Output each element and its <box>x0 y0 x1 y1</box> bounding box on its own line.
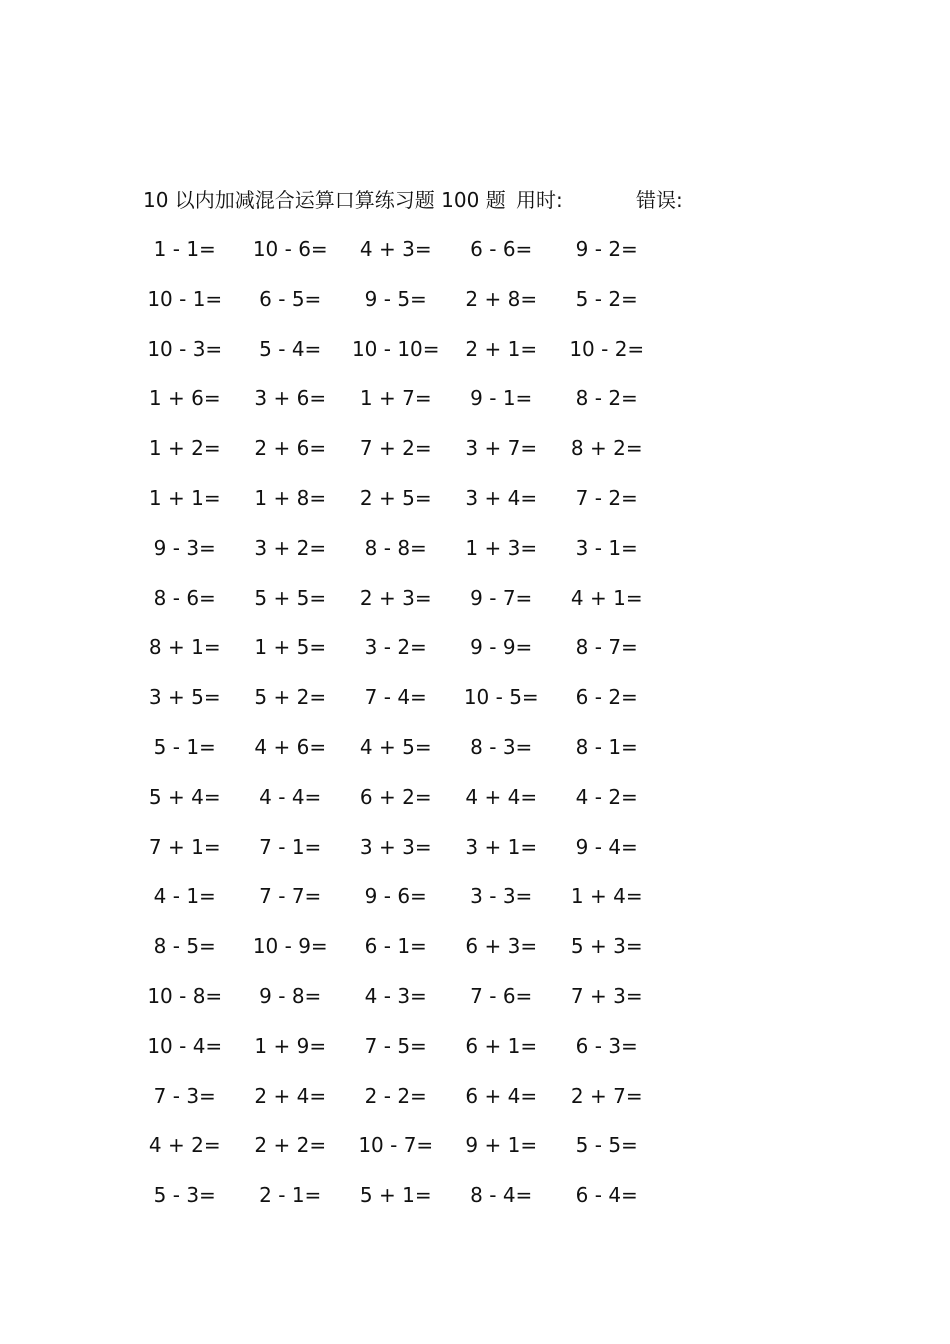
problem-item: 8 - 7= <box>575 635 638 660</box>
problem-item: 9 - 8= <box>259 983 322 1008</box>
problem-row <box>132 234 692 284</box>
problem-item: 8 - 6= <box>153 585 216 610</box>
problem-item: 4 + 1= <box>570 585 643 610</box>
problem-item: 10 - 10= <box>351 336 440 361</box>
problem-item: 1 + 4= <box>570 884 643 909</box>
problem-item: 2 + 1= <box>465 336 538 361</box>
problem-item: 1 + 7= <box>359 386 432 411</box>
problem-item: 2 + 3= <box>359 585 432 610</box>
problem-item: 1 + 8= <box>254 485 327 510</box>
problem-row <box>132 334 692 384</box>
problem-item: 10 - 9= <box>252 934 328 959</box>
problem-row <box>132 1031 692 1081</box>
problem-item: 9 - 5= <box>364 286 427 311</box>
problem-item: 4 - 1= <box>153 884 216 909</box>
problem-item: 10 - 8= <box>147 983 223 1008</box>
problem-item: 6 - 1= <box>364 934 427 959</box>
problem-item: 4 + 5= <box>359 734 432 759</box>
problem-item: 2 - 1= <box>259 1183 322 1208</box>
problem-item: 9 - 9= <box>470 635 533 660</box>
problem-item: 5 - 3= <box>153 1183 216 1208</box>
problem-item: 6 + 1= <box>465 1033 538 1058</box>
problem-item: 3 + 1= <box>465 834 538 859</box>
problem-item: 3 + 2= <box>254 535 327 560</box>
problem-item: 9 - 1= <box>470 386 533 411</box>
problem-item: 4 - 2= <box>575 784 638 809</box>
problem-item: 1 - 1= <box>153 237 216 261</box>
problem-item: 9 - 7= <box>470 585 533 610</box>
problem-item: 3 + 3= <box>359 834 432 859</box>
problem-item: 4 - 3= <box>364 983 427 1008</box>
problem-item: 7 - 2= <box>575 485 638 510</box>
problem-item: 8 + 1= <box>148 635 221 660</box>
problem-row <box>132 632 692 682</box>
time-label: 用时: <box>516 188 563 212</box>
problem-item: 10 - 5= <box>463 685 539 710</box>
problem-item: 6 + 3= <box>465 934 538 959</box>
problem-item: 1 + 2= <box>148 436 221 461</box>
problem-item: 5 + 4= <box>148 784 221 809</box>
problem-item: 3 - 2= <box>364 635 427 660</box>
problem-item: 8 - 2= <box>575 386 638 411</box>
problem-item: 2 + 6= <box>254 436 327 461</box>
problem-item: 1 + 5= <box>254 635 327 660</box>
problem-item: 8 - 3= <box>470 734 533 759</box>
problem-item: 2 + 5= <box>359 485 432 510</box>
problem-row <box>132 383 692 433</box>
problem-item: 5 - 1= <box>153 734 216 759</box>
problem-row <box>132 931 692 981</box>
problem-row <box>132 732 692 782</box>
problem-item: 9 - 4= <box>575 834 638 859</box>
problem-row <box>132 433 692 483</box>
problem-item: 4 + 6= <box>254 734 327 759</box>
worksheet-title: 10 以内加减混合运算口算练习题 100 题 <box>143 188 506 212</box>
problem-row <box>132 533 692 583</box>
problem-item: 2 + 8= <box>465 286 538 311</box>
problem-item: 5 - 5= <box>575 1133 638 1158</box>
problem-item: 2 + 7= <box>570 1083 643 1108</box>
problem-row <box>132 682 692 732</box>
problem-item: 7 - 6= <box>470 983 533 1008</box>
problem-item: 5 + 5= <box>254 585 327 610</box>
problem-row <box>132 483 692 533</box>
problem-item: 1 + 9= <box>254 1033 327 1058</box>
problem-row <box>132 832 692 882</box>
problem-item: 7 - 5= <box>364 1033 427 1058</box>
problem-item: 10 - 2= <box>569 336 645 361</box>
problem-item: 4 + 4= <box>465 784 538 809</box>
problem-item: 9 - 6= <box>364 884 427 909</box>
problem-item: 1 + 1= <box>148 485 221 510</box>
problem-row <box>132 1180 692 1230</box>
problem-item: 10 - 3= <box>147 336 223 361</box>
problem-item: 8 - 4= <box>470 1183 533 1208</box>
problem-row <box>132 1081 692 1131</box>
problem-item: 5 - 4= <box>259 336 322 361</box>
problem-item: 1 + 3= <box>465 535 538 560</box>
problem-item: 1 + 6= <box>148 386 221 411</box>
problem-item: 6 - 3= <box>575 1033 638 1058</box>
problem-row <box>132 981 692 1031</box>
problem-item: 7 - 7= <box>259 884 322 909</box>
problem-grid <box>132 234 692 1230</box>
problem-item: 8 - 1= <box>575 734 638 759</box>
problem-item: 5 - 2= <box>575 286 638 311</box>
problem-item: 2 - 2= <box>364 1083 427 1108</box>
problem-item: 8 - 5= <box>153 934 216 959</box>
problem-item: 7 - 3= <box>153 1083 216 1108</box>
problem-item: 5 + 3= <box>570 934 643 959</box>
problem-item: 8 + 2= <box>570 436 643 461</box>
problem-item: 6 - 6= <box>470 237 533 261</box>
problem-item: 4 + 3= <box>359 237 432 261</box>
problem-item: 2 + 4= <box>254 1083 327 1108</box>
problem-row <box>132 284 692 334</box>
problem-item: 6 + 4= <box>465 1083 538 1108</box>
problem-item: 3 + 5= <box>148 685 221 710</box>
problem-item: 3 + 6= <box>254 386 327 411</box>
problem-item: 3 + 7= <box>465 436 538 461</box>
problem-row <box>132 881 692 931</box>
problem-item: 2 + 2= <box>254 1133 327 1158</box>
problem-item: 7 - 4= <box>364 685 427 710</box>
problem-item: 7 - 1= <box>259 834 322 859</box>
problem-item: 9 + 1= <box>465 1133 538 1158</box>
problem-item: 3 - 1= <box>575 535 638 560</box>
problem-item: 7 + 3= <box>570 983 643 1008</box>
problem-item: 10 - 7= <box>358 1133 434 1158</box>
problem-item: 5 + 1= <box>359 1183 432 1208</box>
problem-row <box>132 583 692 633</box>
error-label: 错误: <box>636 188 683 212</box>
problem-item: 7 + 1= <box>148 834 221 859</box>
problem-item: 10 - 1= <box>147 286 223 311</box>
problem-item: 6 - 5= <box>259 286 322 311</box>
problem-item: 6 + 2= <box>359 784 432 809</box>
problem-item: 5 + 2= <box>254 685 327 710</box>
problem-item: 8 - 8= <box>364 535 427 560</box>
problem-item: 3 - 3= <box>470 884 533 909</box>
problem-item: 10 - 6= <box>252 237 328 261</box>
problem-item: 4 - 4= <box>259 784 322 809</box>
problem-item: 6 - 2= <box>575 685 638 710</box>
problem-item: 7 + 2= <box>359 436 432 461</box>
problem-item: 10 - 4= <box>147 1033 223 1058</box>
problem-item: 6 - 4= <box>575 1183 638 1208</box>
problem-item: 9 - 2= <box>575 237 638 261</box>
problem-row <box>132 782 692 832</box>
problem-row <box>132 1130 692 1180</box>
problem-item: 4 + 2= <box>148 1133 221 1158</box>
problem-item: 3 + 4= <box>465 485 538 510</box>
problem-item: 9 - 3= <box>153 535 216 560</box>
worksheet-header <box>143 185 843 215</box>
